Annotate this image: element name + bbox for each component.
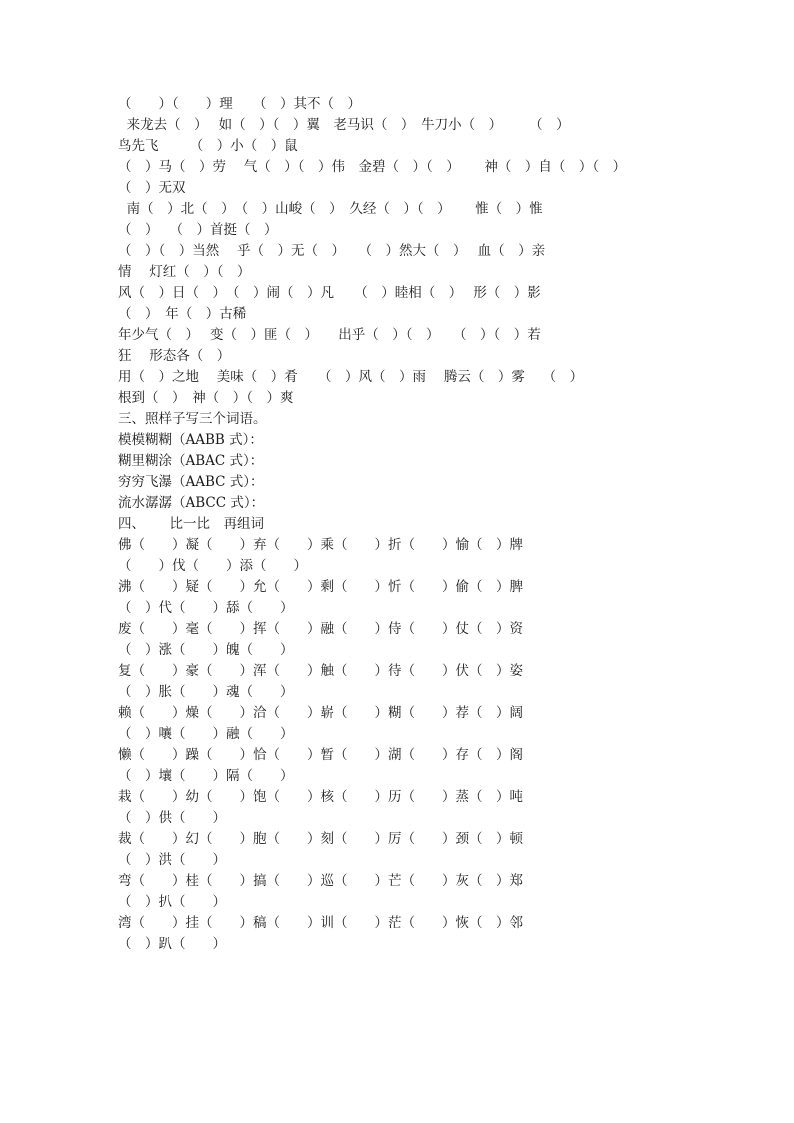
pattern-abac: 糊里糊涂（ABAC 式）：	[118, 453, 264, 469]
compare-row: 赖（ ）燥（ ）洽（ ）崭（ ）糊（ ）荐（ ）阔	[118, 705, 523, 721]
compare-row: （ ）供（ ）	[118, 810, 226, 826]
compare-row: （ ）趴（ ）	[118, 936, 226, 952]
compare-row: （ ）代（ ）舔（ ）	[118, 600, 294, 616]
compare-row: （ ）胀（ ）魂（ ）	[118, 684, 294, 700]
compare-row: （ ）洪（ ）	[118, 852, 226, 868]
pattern-aabb: 模模糊糊（AABB 式）：	[118, 432, 263, 448]
text-line: 情 灯红（ ）（ ）	[118, 264, 251, 280]
compare-row: 湾（ ）挂（ ）稿（ ）训（ ）茫（ ）恢（ ）邻	[118, 915, 523, 931]
compare-row: （ ）伐（ ）添（ ）	[118, 558, 307, 574]
text-line: 用（ ）之地 美味（ ）肴 （ ）风（ ）雨 腾云（ ）雾 （ ）	[118, 369, 584, 385]
text-line: （ ） （ ）首挺（ ）	[118, 222, 278, 238]
text-line: （ ）马（ ）劳 气（ ）（ ）伟 金碧（ ）（ ） 神（ ）自（ ）（ ）	[118, 159, 627, 175]
compare-row: （ ）扒（ ）	[118, 894, 226, 910]
compare-row: （ ）涨（ ）魄（ ）	[118, 642, 294, 658]
text-line: 狂 形态各（ ）	[118, 348, 231, 364]
compare-row: 懒（ ）躁（ ）恰（ ）暂（ ）湖（ ）存（ ）阁	[118, 747, 523, 763]
pattern-aabc: 穷穷飞瀑（AABC 式）：	[118, 474, 264, 490]
worksheet-page	[118, 94, 678, 955]
compare-row: 弯（ ）桂（ ）搞（ ）巡（ ）芒（ ）灰（ ）郑	[118, 873, 523, 889]
text-line: （ ）（ ）当然 乎（ ）无（ ） （ ）然大（ ） 血（ ）亲	[118, 243, 546, 259]
compare-row: 佛（ ）凝（ ）弃（ ）乘（ ）折（ ）愉（ ）牌	[118, 537, 523, 553]
section-heading-3: 三、照样子写三个词语。	[118, 411, 267, 427]
text-line: 来龙去（ ） 如（ ）（ ）翼 老马识（ ） 牛刀小（ ） （ ）	[118, 117, 570, 133]
text-line: 南（ ）北（ ） （ ）山峻（ ） 久经（ ）（ ） 惟（ ）惟	[118, 201, 543, 217]
text-line: 风（ ）日（ ） （ ）闹（ ）凡 （ ）睦相（ ） 形（ ）影	[118, 285, 541, 301]
compare-row: 沸（ ）疑（ ）允（ ）剩（ ）忻（ ）偷（ ）脾	[118, 579, 523, 595]
text-line: 鸟先飞 （ ）小（ ）鼠	[118, 138, 298, 154]
compare-row: 裁（ ）幻（ ）胞（ ）刻（ ）厉（ ）颈（ ）顿	[118, 831, 523, 847]
text-line: 年少气（ ） 变（ ）匪（ ） 出乎（ ）（ ） （ ）（ ）若	[118, 327, 541, 343]
text-line: （ ）无双	[118, 180, 186, 196]
compare-row: （ ）壤（ ）隔（ ）	[118, 768, 294, 784]
compare-row: 栽（ ）幼（ ）饱（ ）核（ ）历（ ）蒸（ ）吨	[118, 789, 523, 805]
text-line: （ ） 年（ ）古稀	[118, 306, 247, 322]
text-line: （ ）（ ）理 （ ）其不（ ）	[118, 96, 361, 112]
compare-row: 复（ ）豪（ ）浑（ ）触（ ）待（ ）伏（ ）姿	[118, 663, 523, 679]
section-heading-4: 四、 比一比 再组词	[118, 516, 265, 532]
pattern-abcc: 流水潺潺（ABCC 式）：	[118, 495, 265, 511]
compare-row: 废（ ）毫（ ）挥（ ）融（ ）侍（ ）仗（ ）资	[118, 621, 523, 637]
compare-row: （ ）嚷（ ）融（ ）	[118, 726, 294, 742]
text-line: 根到（ ） 神（ ）（ ）爽	[118, 390, 294, 406]
